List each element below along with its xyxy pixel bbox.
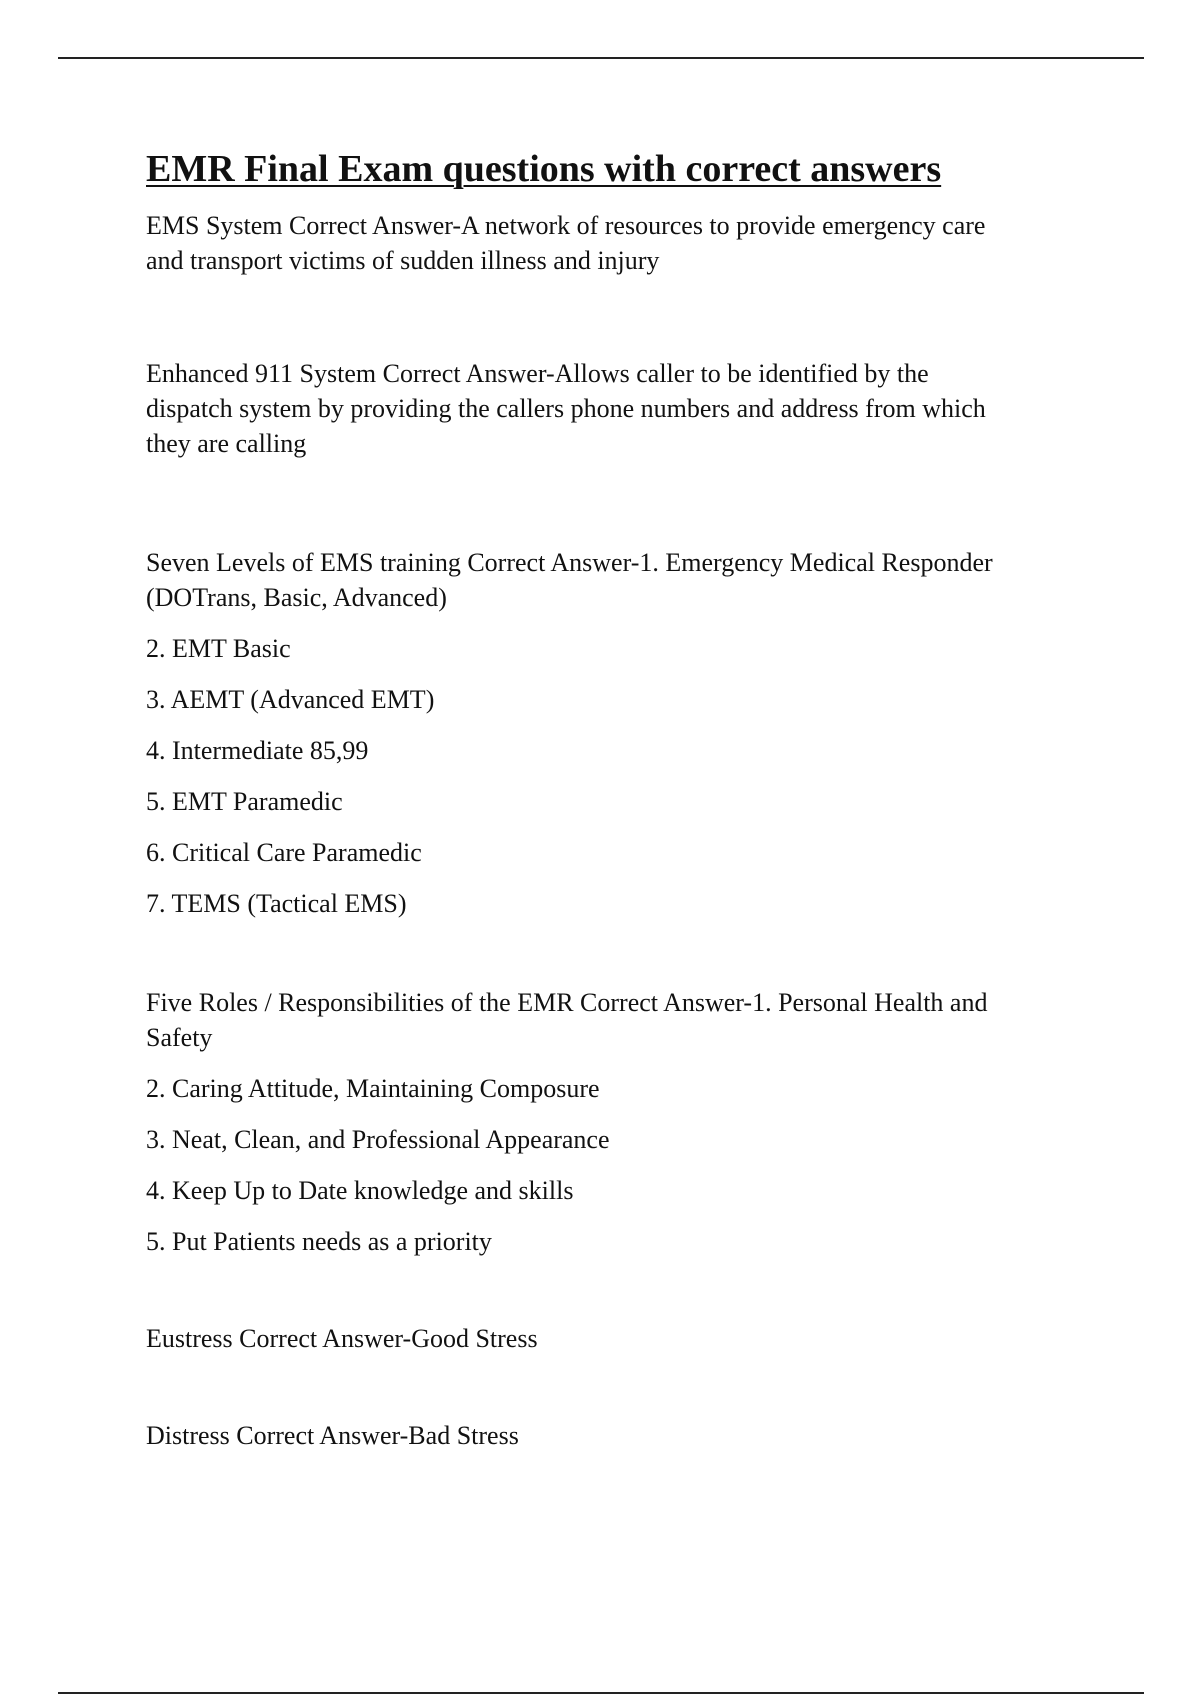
qa-line: and transport victims of sudden illness and injury: [146, 246, 660, 275]
list-item: 3. Neat, Clean, and Professional Appearance: [146, 1125, 610, 1154]
list-item: 7. TEMS (Tactical EMS): [146, 889, 407, 918]
qa-line: they are calling: [146, 429, 307, 458]
qa-entry-distress: [146, 1418, 1086, 1453]
qa-entry-five-roles: [146, 985, 1086, 1259]
qa-entry-seven-levels: [146, 545, 1086, 921]
bottom-divider: [58, 1692, 1144, 1694]
list-item: 5. Put Patients needs as a priority: [146, 1227, 492, 1256]
qa-line: EMS System Correct Answer-A network of resources to provide emergency care: [146, 211, 986, 240]
qa-line: Enhanced 911 System Correct Answer-Allows caller to be identified by the: [146, 359, 929, 388]
list-item: 2. Caring Attitude, Maintaining Composure: [146, 1074, 600, 1103]
document-title: EMR Final Exam questions with correct answers: [146, 148, 942, 190]
list-item: 3. AEMT (Advanced EMT): [146, 685, 435, 714]
top-divider: [58, 57, 1144, 59]
document-body: [146, 140, 1086, 1453]
qa-line: Safety: [146, 1023, 213, 1052]
list-item: 6. Critical Care Paramedic: [146, 838, 422, 867]
qa-line: Five Roles / Responsibilities of the EMR Correct Answer-1. Personal Health and: [146, 988, 988, 1017]
list-item: 4. Keep Up to Date knowledge and skills: [146, 1176, 574, 1205]
qa-entry-enhanced-911: [146, 356, 1086, 461]
qa-line: Eustress Correct Answer-Good Stress: [146, 1324, 538, 1353]
list-item: 2. EMT Basic: [146, 634, 291, 663]
qa-line: Distress Correct Answer-Bad Stress: [146, 1421, 519, 1450]
qa-line: Seven Levels of EMS training Correct Answer-1. Emergency Medical Responder: [146, 548, 993, 577]
qa-entry-ems-system: [146, 208, 1086, 278]
qa-entry-eustress: [146, 1321, 1086, 1356]
list-item: 5. EMT Paramedic: [146, 787, 343, 816]
qa-line: dispatch system by providing the callers phone numbers and address from which: [146, 394, 986, 423]
qa-line: (DOTrans, Basic, Advanced): [146, 583, 447, 612]
list-item: 4. Intermediate 85,99: [146, 736, 369, 765]
